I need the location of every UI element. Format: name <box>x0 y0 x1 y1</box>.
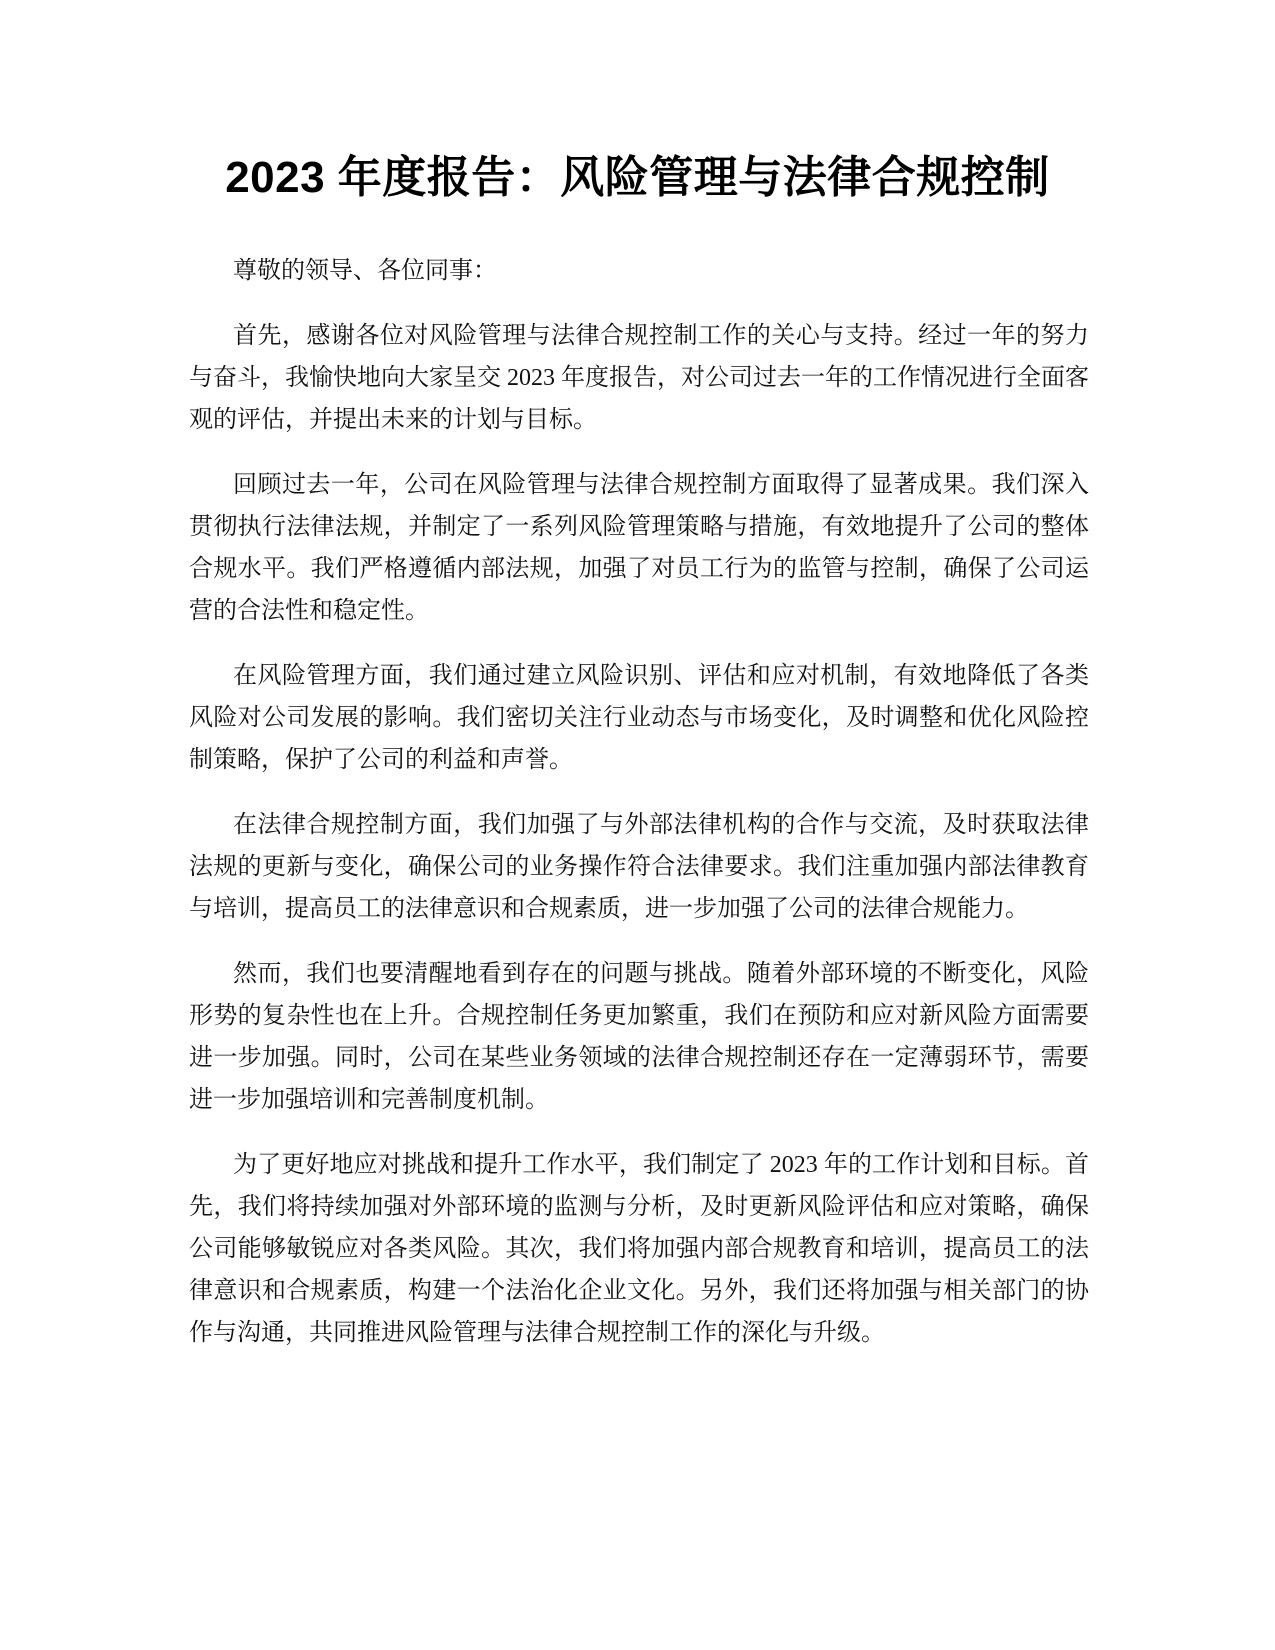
salutation: 尊敬的领导、各位同事： <box>233 258 497 284</box>
document-body <box>189 250 1089 1377</box>
paragraph-review: 回顾过去一年，公司在风险管理与法律合规控制方面取得了显著成果。我们深入贯彻执行法律法规，并制定了一系列风险管理策略与措施，有效地提升了公司的整体合规水平。我们严格遵循内部法规，加强了对员工行为的监管与控制，确保了公司运营的合法性和稳定性。 <box>189 472 1089 624</box>
paragraph-legal-compliance: 在法律合规控制方面，我们加强了与外部法律机构的合作与交流，及时获取法律法规的更新与变化，确保公司的业务操作符合法律要求。我们注重加强内部法律教育与培训，提高员工的法律意识和合规素质，进一步加强了公司的法律合规能力。 <box>189 812 1089 922</box>
paragraph-risk-management: 在风险管理方面，我们通过建立风险识别、评估和应对机制，有效地降低了各类风险对公司发展的影响。我们密切关注行业动态与市场变化，及时调整和优化风险控制策略，保护了公司的利益和声誉。 <box>189 663 1089 773</box>
paragraph-intro: 首先，感谢各位对风险管理与法律合规控制工作的关心与支持。经过一年的努力与奋斗，我愉快地向大家呈交 2023 年度报告，对公司过去一年的工作情况进行全面客观的评估，并提出未来的计划与目标。 <box>189 323 1089 433</box>
paragraph-challenges: 然而，我们也要清醒地看到存在的问题与挑战。随着外部环境的不断变化，风险形势的复杂性也在上升。合规控制任务更加繁重，我们在预防和应对新风险方面需要进一步加强。同时，公司在某些业务领域的法律合规控制还存在一定薄弱环节，需要进一步加强培训和完善制度机制。 <box>189 961 1089 1113</box>
document-title: 2023 年度报告：风险管理与法律合规控制 <box>225 153 1050 202</box>
paragraph-plan: 为了更好地应对挑战和提升工作水平，我们制定了 2023 年的工作计划和目标。首先，我们将持续加强对外部环境的监测与分析，及时更新风险评估和应对策略，确保公司能够敏锐应对各类风险。其次，我们将加强内部合规教育和培训，提高员工的法律意识和合规素质，构建一个法治化企业文化。另外，我们还将加强与相关部门的协作与沟通，共同推进风险管理与法律合规控制工作的深化与升级。 <box>189 1152 1089 1346</box>
